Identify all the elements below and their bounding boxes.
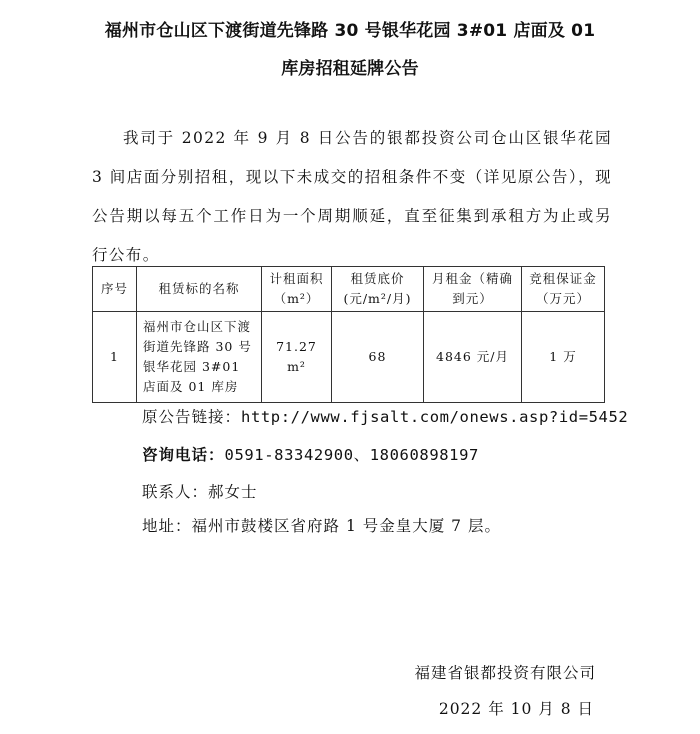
address-line [142, 514, 501, 536]
company-signature: 福建省银都投资有限公司 [414, 664, 596, 682]
header-area: 计租面积（m²） [262, 267, 332, 312]
signature-date: 2022 年 10 月 8 日 [438, 700, 594, 718]
cell-area: 71.27 m² [262, 312, 332, 403]
cell-deposit: 1 万 [522, 312, 605, 403]
header-index: 序号 [93, 267, 137, 312]
phone-line [142, 443, 479, 465]
page-title-continued: 库房招租延牌公告 [281, 59, 419, 79]
phone-value: 0591-83342900、18060898197 [224, 446, 479, 464]
page-title: 福州市仓山区下渡街道先锋路 30 号银华花园 3#01 店面及 01 [104, 21, 596, 41]
table-row [93, 312, 605, 403]
lease-table [92, 266, 605, 403]
cell-monthly-rent: 4846 元/月 [424, 312, 522, 403]
phone-label: 咨询电话： [142, 446, 225, 464]
header-property-name: 租赁标的名称 [137, 267, 262, 312]
link-label: 原公告链接： [142, 408, 242, 426]
original-notice-link[interactable]: http://www.fjsalt.com/onews.asp?id=5452 [241, 408, 629, 426]
header-deposit: 竞租保证金（万元） [522, 267, 605, 312]
announcement-paragraph: 我司于 2022 年 9 月 8 日公告的银都投资公司仓山区银华花园 3 间店面分别招租，现以下未成交的招租条件不变（详见原公告），现公告期以每五个工作日为一个周期顺延，直至征集到承租方为止或另行公布。 [92, 129, 612, 264]
address-value: 福州市鼓楼区省府路 1 号金皇大厦 7 层。 [191, 517, 501, 535]
table-header-row [93, 267, 605, 312]
original-notice-link-line [142, 405, 628, 427]
header-base-price: 租赁底价(元/m²/月) [332, 267, 424, 312]
cell-property-name: 福州市仓山区下渡街道先锋路 30 号银华花园 3#01 店面及 01 库房 [137, 312, 262, 403]
contact-value: 郝女士 [208, 483, 258, 501]
header-monthly-rent: 月租金（精确到元） [424, 267, 522, 312]
contact-line [142, 480, 258, 502]
cell-base-price: 68 [332, 312, 424, 403]
address-label: 地址： [142, 517, 192, 535]
cell-index: 1 [93, 312, 137, 403]
contact-label: 联系人： [142, 483, 209, 501]
